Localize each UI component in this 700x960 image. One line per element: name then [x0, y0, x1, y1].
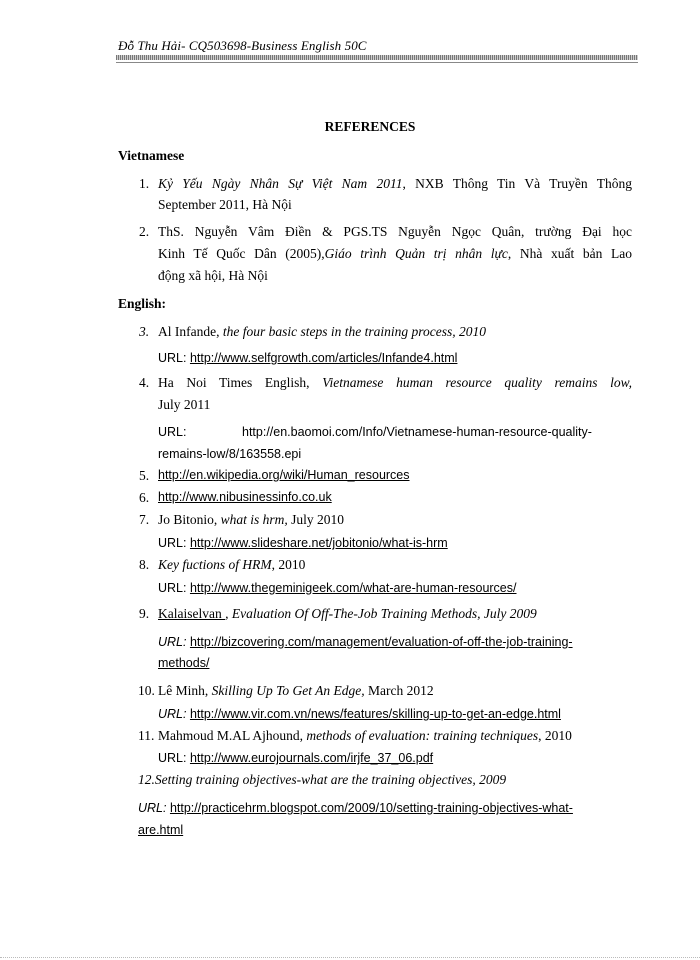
ref-12-url-link[interactable]: http://practicehrm.blogspot.com/2009/10/setting-training-objectives-what- [169, 801, 573, 815]
ref-8-url-label: URL: [158, 581, 190, 595]
ref-2-line-3: động xã hội, Hà Nội [158, 268, 268, 283]
ref-5-line [158, 468, 422, 482]
ref-11-title: methods of evaluation: training techniques [306, 728, 539, 743]
ref-7-url-line [158, 535, 460, 551]
ref-2-line-1: ThS. Nguyễn Vâm Điền & PGS.TS Nguyễn Ngọc Quân, trường Đại học [158, 224, 632, 239]
ref-4-author: Ha Noi Times English, [158, 375, 323, 390]
section-heading-english: English: [118, 296, 167, 311]
ref-10-number: 10. [138, 683, 155, 698]
ref-5-url-link[interactable]: http://en.wikipedia.org/wiki/Human_resources [158, 468, 410, 482]
ref-7-title: what is hrm, [220, 512, 288, 527]
ref-12-url-line-2[interactable]: are.html [138, 823, 184, 837]
page-bottom-edge [0, 957, 700, 959]
ref-1-number: 1. [139, 176, 150, 191]
ref-9-number: 9. [139, 606, 150, 621]
ref-8-line-1 [158, 557, 305, 573]
ref-7-date: July 2010 [287, 512, 345, 527]
ref-4-title: Vietnamese human resource quality remains low, [322, 375, 632, 390]
ref-9-author: Kalaiselvan [158, 606, 226, 621]
ref-9-url-label: URL: [158, 635, 190, 649]
ref-3-number: 3. [139, 324, 150, 339]
ref-4-url-line-1[interactable]: http://en.baomoi.com/Info/Vietnamese-human-resource-quality- [242, 425, 592, 439]
page-title: REFERENCES [324, 119, 416, 134]
ref-3-title: the four basic steps in the training process, 2010 [222, 324, 486, 339]
ref-11-number: 11. [138, 728, 155, 743]
ref-10-date: March 2012 [364, 683, 434, 698]
ref-10-line-1 [158, 683, 434, 699]
ref-4-number: 4. [139, 375, 150, 390]
ref-2-title: Giáo trình Quản trị nhân lực [324, 246, 508, 261]
ref-4-line-1 [158, 375, 632, 391]
ref-11-url-line [158, 750, 433, 766]
ref-4-line-2: July 2011 [158, 397, 211, 412]
ref-11-url-link[interactable]: http://www.eurojournals.com/irjfe_37_06.pdf [189, 751, 434, 765]
ref-9-title: , Evaluation Of Off-The-Job Training Methods, July 2009 [225, 606, 537, 621]
ref-12-url-line-1 [138, 800, 573, 816]
ref-4-url-label: URL: [158, 425, 187, 439]
ref-6-url-link[interactable]: http://www.nibusinessinfo.co.uk [158, 490, 332, 504]
ref-3-url-label: URL: [158, 351, 190, 365]
ref-7-line-1 [158, 512, 344, 528]
ref-11-line-1 [158, 728, 572, 744]
ref-11-url-label: URL: [158, 751, 190, 765]
ref-1-publisher: , NXB Thông Tin Và Truyền Thông [402, 176, 632, 191]
ref-2-line-2 [158, 246, 632, 262]
ref-3-author: Al Infande, [158, 324, 223, 339]
ref-3-url-link[interactable]: http://www.selfgrowth.com/articles/Infande4.html [189, 351, 458, 365]
ref-8-url-line [158, 580, 517, 596]
ref-9-url-link[interactable]: http://bizcovering.com/management/evaluation-of-off-the-job-training- [189, 635, 573, 649]
ref-9-line-1 [158, 606, 537, 622]
ref-10-author: Lê Minh, [158, 683, 212, 698]
ref-12-line-1: 12.Setting training objectives-what are the training objectives, 2009 [138, 772, 507, 787]
ref-1-line-2: September 2011, Hà Nội [158, 197, 292, 212]
ref-10-url-line [158, 706, 573, 722]
ref-10-title: Skilling Up To Get An Edge, [211, 683, 365, 698]
ref-3-url-line [158, 350, 469, 366]
ref-1-title: Kỷ Yếu Ngày Nhân Sự Việt Nam 2011 [158, 176, 403, 191]
ref-1-line-1 [158, 176, 632, 192]
ref-7-url-link[interactable]: http://www.slideshare.net/jobitonio/what-is-hrm [189, 536, 448, 550]
ref-6-number: 6. [139, 490, 150, 505]
ref-5-number: 5. [139, 468, 150, 483]
ref-7-number: 7. [139, 512, 150, 527]
ref-8-url-link[interactable]: http://www.thegeminigeek.com/what-are-human-resources/ [189, 581, 517, 595]
ref-2-publisher: , Nhà xuất bản Lao [507, 246, 632, 261]
ref-9-url-line-2[interactable]: methods/ [158, 656, 210, 670]
ref-6-line [158, 490, 344, 504]
ref-11-date: , 2010 [538, 728, 572, 743]
ref-3-line-1 [158, 324, 486, 340]
ref-4-url-line-2[interactable]: remains-low/8/163558.epi [158, 447, 302, 461]
ref-2-source: Kinh Tế Quốc Dân (2005), [158, 246, 325, 261]
ref-11-author: Mahmoud M.AL Ajhound, [158, 728, 307, 743]
section-heading-vietnamese: Vietnamese [118, 148, 185, 163]
ref-7-author: Jo Bitonio, [158, 512, 221, 527]
header-rule [116, 55, 638, 60]
ref-10-url-label: URL: [158, 707, 190, 721]
page-header: Đỗ Thu Hải- CQ503698-Business English 50C [118, 38, 367, 53]
ref-12-url-label: URL: [138, 801, 170, 815]
ref-10-url-link[interactable]: http://www.vir.com.vn/news/features/skilling-up-to-get-an-edge.html [189, 707, 561, 721]
ref-8-date: , 2010 [271, 557, 306, 572]
ref-7-url-label: URL: [158, 536, 190, 550]
ref-8-title: Key fuctions of HRM [158, 557, 272, 572]
ref-8-number: 8. [139, 557, 150, 572]
ref-9-url-line-1 [158, 634, 573, 650]
ref-2-number: 2. [139, 224, 150, 239]
